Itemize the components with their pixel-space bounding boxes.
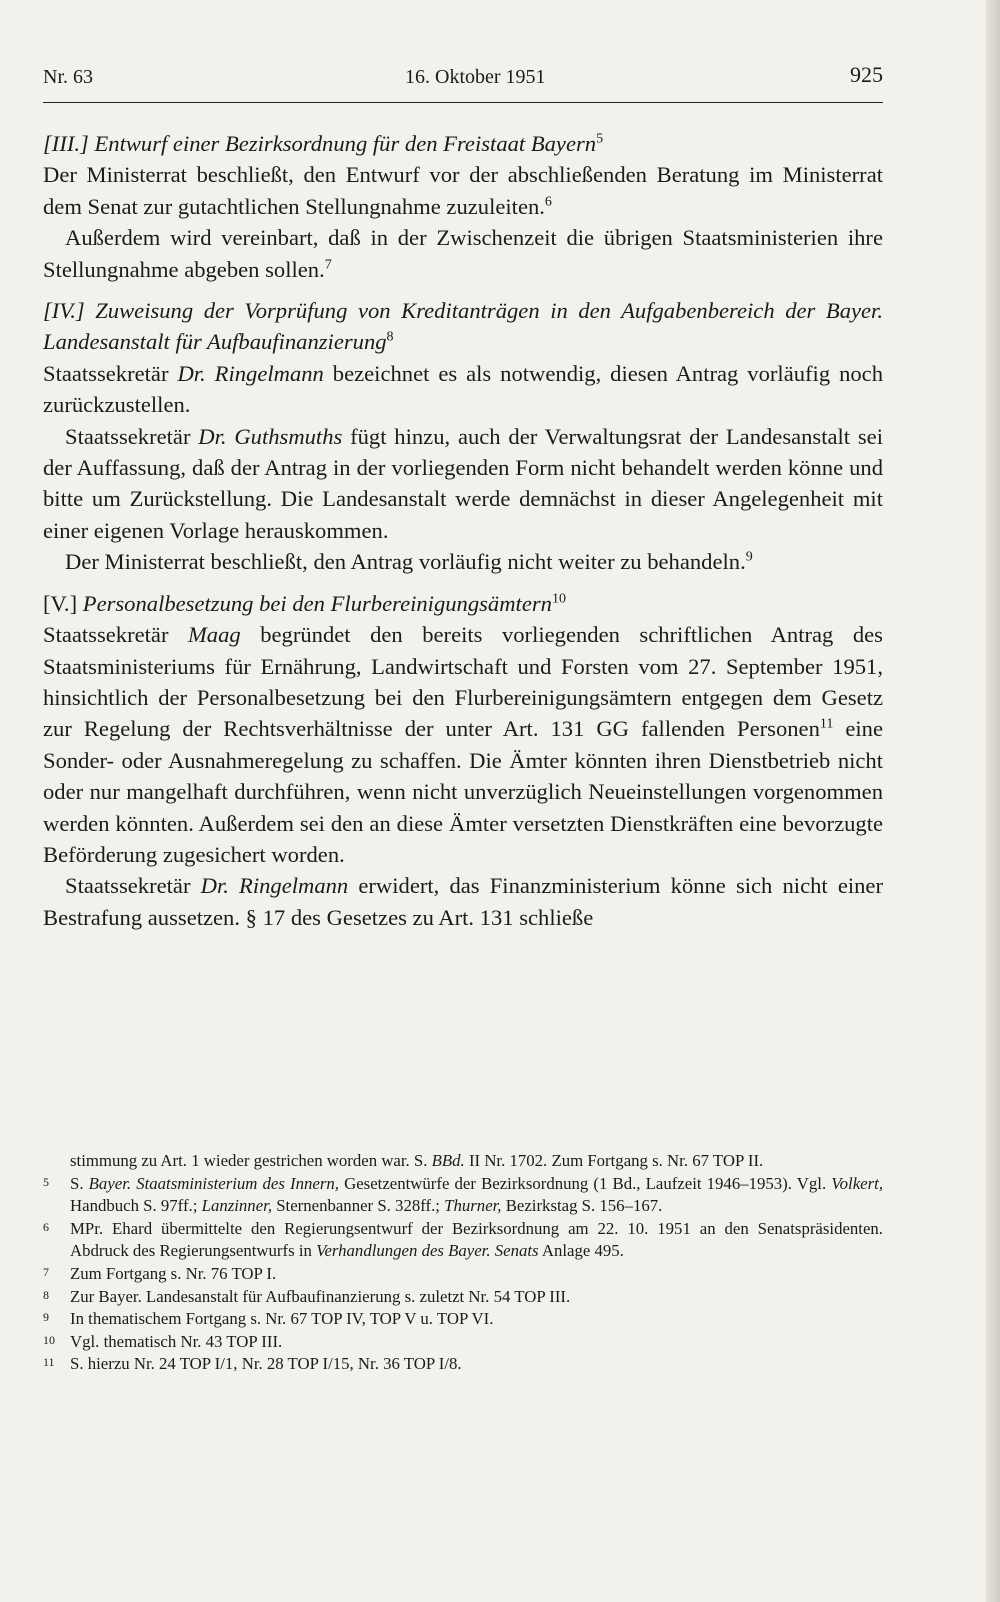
- protocol-number: Nr. 63: [43, 66, 93, 88]
- footnote-text: Handbuch S. 97ff.;: [70, 1196, 202, 1216]
- paragraph-text: Der Ministerrat beschließt, den Entwurf vor der abschließenden Beratung im Ministerrat dem Senat zur gutachtlichen Stellungnahme zuzuleiten.: [43, 162, 883, 219]
- footnote-marker: 10: [43, 1332, 55, 1347]
- section-title-5: Personalbesetzung bei den Flurbereinigungsämtern: [82, 590, 552, 616]
- footnote-marker: 7: [43, 1264, 49, 1279]
- footnote-text: Bezirkstag S. 156–167.: [501, 1196, 663, 1216]
- footnote-7: [43, 1263, 883, 1286]
- footnotes: [43, 1150, 883, 1376]
- footnote-5: [43, 1173, 883, 1218]
- footnote-marker: 8: [43, 1287, 49, 1302]
- footnote-text: Anlage 495.: [538, 1241, 624, 1261]
- section-heading-3: [43, 128, 883, 159]
- speaker-name: Maag: [187, 622, 241, 648]
- paragraph: [43, 619, 883, 870]
- section-label-5: [V.]: [43, 590, 78, 616]
- paragraph-text: Der Ministerrat beschließt, den Antrag vorläufig nicht weiter zu behandeln.: [65, 549, 746, 575]
- paragraph: [43, 358, 883, 421]
- paragraph-text: erwidert, das Finanzministerium könne sich nicht einer Bestrafung aussetzen. § 17 des Gesetzes zu Art. 131 schließe: [43, 873, 883, 930]
- paragraph: [43, 159, 883, 222]
- footnote-ref[interactable]: 5: [596, 131, 604, 147]
- footnote-ref[interactable]: 6: [544, 194, 552, 210]
- footnote-9: [43, 1308, 883, 1331]
- footnote-text: stimmung zu Art. 1 wieder gestrichen worden war. S.: [70, 1151, 432, 1170]
- header-rule: [43, 102, 883, 103]
- footnote-text: Sternenbanner S. 328ff.;: [272, 1196, 445, 1216]
- footnote-ref[interactable]: 11: [819, 716, 834, 732]
- footnote-8: [43, 1286, 883, 1309]
- paragraph-text: eine Sonder- oder Ausnahmeregelung zu schaffen. Die Ämter könnten ihren Dienstbetrieb nicht oder nur mangelhaft durchführen, wenn nicht unverzüglich Neueinstellungen vorgenommen werden könnten. Außerdem sei den an diese Ämter versetzten Dienstkräften eine bevorzugte Beförderung zugesichert worden.: [43, 716, 883, 867]
- footnote-marker: 11: [43, 1355, 55, 1370]
- header-date: 16. Oktober 1951: [405, 66, 546, 88]
- footnote-ref[interactable]: 10: [551, 591, 566, 607]
- footnote-ref[interactable]: 8: [386, 330, 394, 346]
- footnote-text: II Nr. 1702. Zum Fortgang s. Nr. 67 TOP II.: [464, 1151, 764, 1170]
- paragraph-text: Staatssekretär: [65, 423, 199, 449]
- footnote-10: [43, 1331, 883, 1354]
- section-heading-4: [43, 295, 883, 358]
- speaker-name: Dr. Guthsmuths: [198, 423, 343, 449]
- paragraph-text: Außerdem wird vereinbart, daß in der Zwischenzeit die übrigen Staatsministerien ihre Stellungnahme abgeben sollen.: [43, 225, 883, 282]
- footnote-ref[interactable]: 7: [324, 257, 332, 273]
- footnote-marker: 6: [43, 1219, 49, 1234]
- footnote-ref[interactable]: 9: [745, 549, 753, 565]
- section-label-4: [IV.]: [43, 298, 85, 324]
- footnote-text: In thematischem Fortgang s. Nr. 67 TOP IV, TOP V u. TOP VI.: [70, 1309, 494, 1329]
- footnote-continued: [43, 1150, 883, 1173]
- footnote-6: [43, 1218, 883, 1263]
- footnote-marker: 9: [43, 1310, 49, 1325]
- footnote-text: S. hierzu Nr. 24 TOP I/1, Nr. 28 TOP I/15, Nr. 36 TOP I/8.: [70, 1354, 462, 1374]
- footnote-text: Lanzinner,: [201, 1196, 273, 1216]
- paragraph-text: Staatssekretär: [43, 622, 188, 648]
- page-number: 925: [850, 62, 883, 87]
- footnote-text: Zum Fortgang s. Nr. 76 TOP I.: [70, 1263, 277, 1283]
- section-title-4: Zuweisung der Vorprüfung von Kreditanträgen in den Aufgabenbereich der Bayer. Landesanstalt für Aufbaufinanzierung: [43, 298, 883, 355]
- footnote-text: Bayer. Staatsministerium des Innern,: [88, 1173, 339, 1193]
- main-text: [43, 128, 883, 933]
- footnote-text: MPr. Ehard übermittelte den Regierungsentwurf der Bezirksordnung am 22. 10. 1951 an den Senatspräsidenten. Abdruck des Regierungsentwurfs in: [70, 1218, 883, 1261]
- paragraph: [43, 546, 883, 577]
- footnote-text: Gesetzentwürfe der Bezirksordnung (1 Bd., Laufzeit 1946–1953). Vgl.: [338, 1173, 832, 1193]
- footnote-marker: 5: [43, 1174, 49, 1189]
- speaker-name: Dr. Ringelmann: [177, 360, 324, 386]
- footnote-text: BBd.: [431, 1151, 465, 1170]
- section-label-3: [III.]: [43, 131, 89, 156]
- running-header: [43, 62, 883, 96]
- paragraph-text: fügt hinzu, auch der Verwaltungsrat der Landesanstalt sei der Auffassung, daß der Antrag in der vorliegenden Form nicht behandelt werden könne und bitte um Zurückstellung. Die Landesanstalt werde demnächst in dieser Angelegenheit mit einer eigenen Vorlage herauskommen.: [43, 423, 883, 543]
- footnote-text: Vgl. thematisch Nr. 43 TOP III.: [70, 1331, 283, 1351]
- footnote-text: Volkert,: [831, 1173, 884, 1193]
- section-title-3: Entwurf einer Bezirksordnung für den Freistaat Bayern: [94, 131, 597, 156]
- paragraph-text: bezeichnet es als notwendig, diesen Antrag vorläufig noch zurückzustellen.: [43, 360, 883, 418]
- footnote-text: Verhandlungen des Bayer. Senats: [316, 1241, 539, 1261]
- section-heading-5: [43, 588, 883, 619]
- footnote-text: Thurner,: [444, 1196, 502, 1216]
- paragraph: [43, 870, 883, 933]
- paragraph-text: Staatssekretär: [43, 360, 178, 386]
- footnote-11: [43, 1353, 883, 1376]
- paragraph-text: begründet den bereits vorliegenden schriftlichen Antrag des Staatsministeriums für Ernährung, Landwirtschaft und Forsten vom 27. September 1951, hinsichtlich der Personalbesetzung bei den Flurbereinigungsämtern entgegen dem Gesetz zur Regelung der Rechtsverhältnisse der unter Art. 131 GG fallenden Personen: [43, 622, 883, 742]
- paragraph: [43, 222, 883, 285]
- speaker-name: Dr. Ringelmann: [200, 873, 349, 899]
- footnote-text: S.: [70, 1173, 89, 1193]
- paragraph-text: Staatssekretär: [65, 873, 201, 899]
- paragraph: [43, 421, 883, 547]
- footnote-text: Zur Bayer. Landesanstalt für Aufbaufinanzierung s. zuletzt Nr. 54 TOP III.: [70, 1286, 571, 1306]
